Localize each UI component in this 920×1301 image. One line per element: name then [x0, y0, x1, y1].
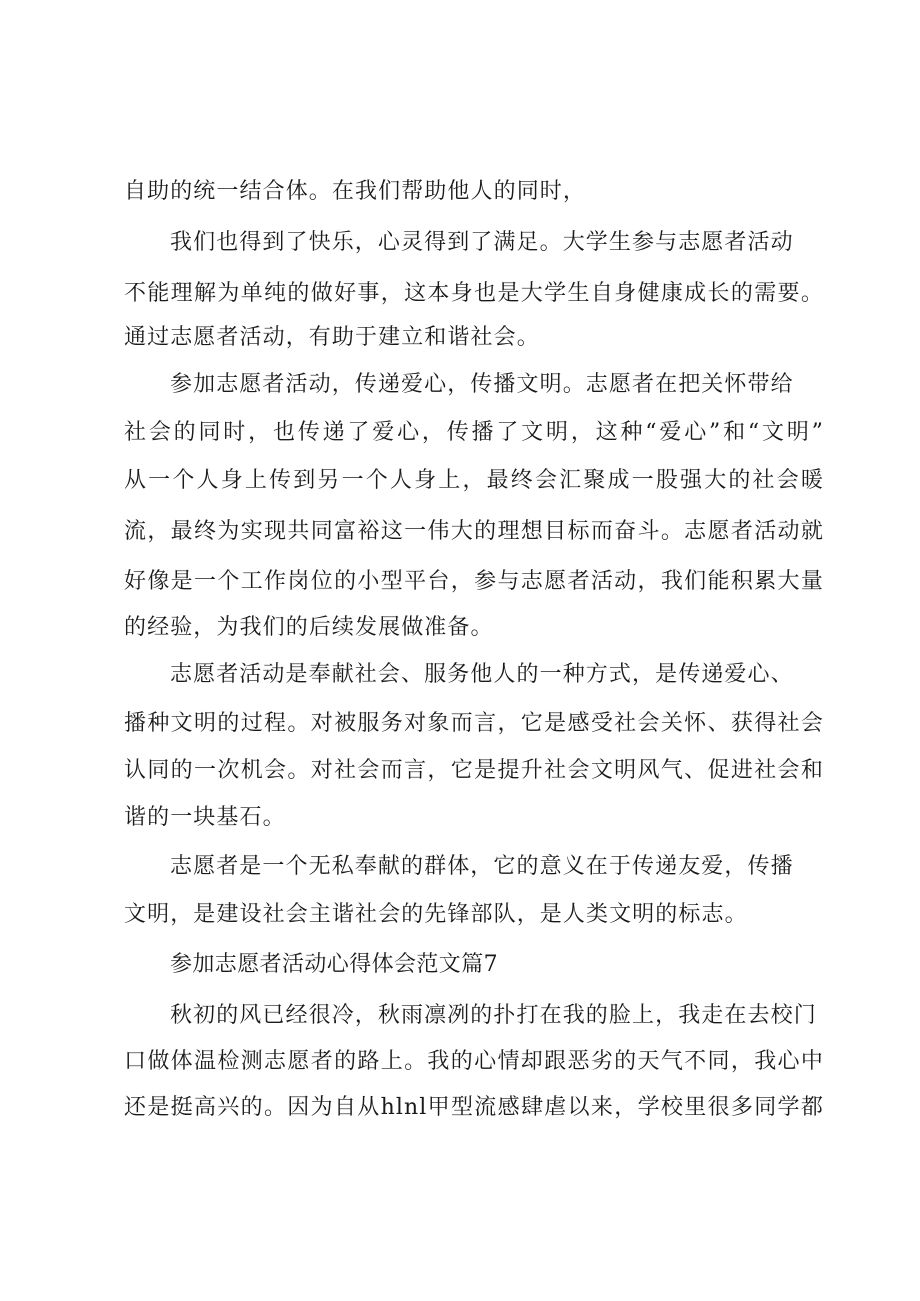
paragraph-start-line: 秋初的风已经很冷，秋雨凛冽的扑打在我的脸上，我走在去校门: [170, 1003, 817, 1028]
section-heading: 参加志愿者活动心得体会范文篇7: [170, 952, 498, 977]
text-line: 的经验，为我们的后续发展做准备。: [124, 615, 494, 640]
paragraph-start-line: 志愿者活动是奉献社会、服务他人的一种方式，是传递爱心、: [170, 662, 794, 687]
paragraph-start-line: 参加志愿者活动，传递爱心，传播文明。志愿者在把关怀带给: [170, 372, 794, 397]
text-line: 流，最终为实现共同富裕这一伟大的理想目标而奋斗。志愿者活动就: [124, 519, 824, 544]
text-line: 不能理解为单纯的做好事，这本身也是大学生自身健康成长的需要。: [124, 281, 824, 306]
text-line: 自助的统一结合体。在我们帮助他人的同时，: [124, 179, 587, 204]
text-line: 还是挺高兴的。因为自从hlnl甲型流感肆虐以来，学校里很多同学都: [124, 1095, 824, 1120]
text-line: 口做体温检测志愿者的路上。我的心情却跟恶劣的天气不同，我心中: [124, 1049, 824, 1074]
text-line: 播种文明的过程。对被服务对象而言，它是感受社会关怀、获得社会: [124, 711, 824, 736]
text-line: 文明，是建设社会主谐社会的先锋部队，是人类文明的标志。: [124, 902, 748, 927]
text-line: 社会的同时，也传递了爱心，传播了文明，这种“爱心”和“文明”: [124, 420, 824, 445]
text-line: 从一个人身上传到另一个人身上，最终会汇聚成一股强大的社会暖: [124, 468, 824, 493]
text-line: 通过志愿者活动，有助于建立和谐社会。: [124, 325, 540, 350]
text-line: 谐的一块基石。: [124, 805, 286, 830]
text-line: 好像是一个工作岗位的小型平台，参与志愿者活动，我们能积累大量: [124, 569, 824, 594]
text-line: 认同的一次机会。对社会而言，它是提升社会文明风气、促进社会和: [124, 758, 824, 783]
paragraph-start-line: 志愿者是一个无私奉献的群体，它的意义在于传递友爱，传播: [170, 854, 794, 879]
paragraph-start-line: 我们也得到了快乐，心灵得到了满足。大学生参与志愿者活动: [170, 230, 794, 255]
